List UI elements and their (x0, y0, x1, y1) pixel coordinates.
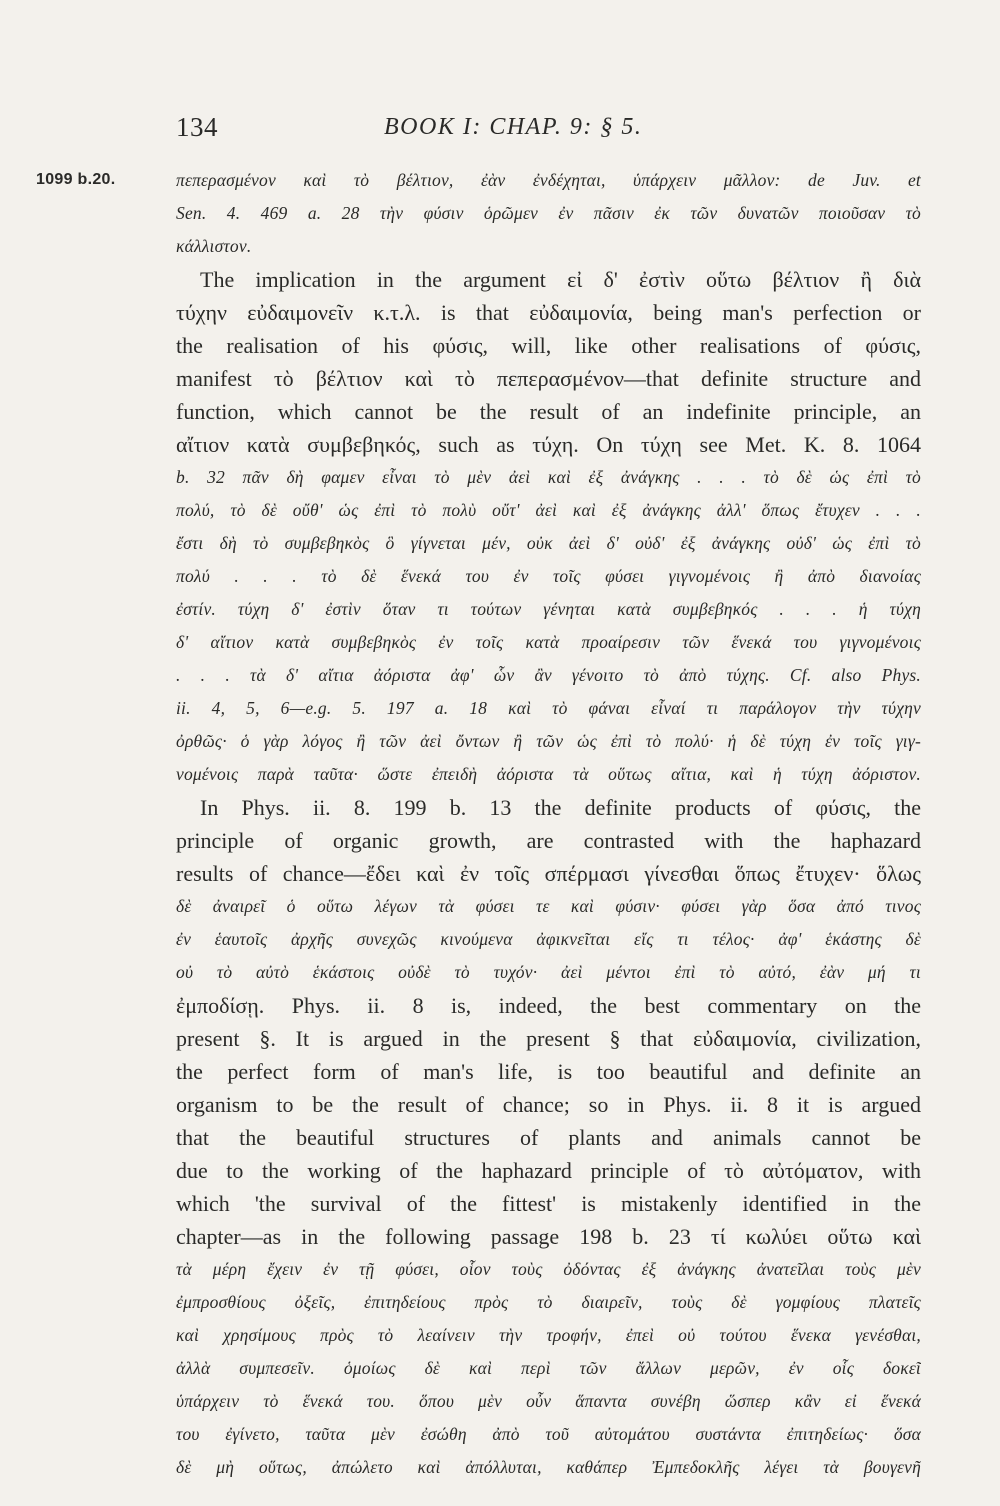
text-line: ὑπάρχειν τὸ ἕνεκά του. ὅπου μὲν οὖν ἅπαντα συνέβη ὥσπερ κἂν εἰ ἕνεκά (176, 1391, 921, 1411)
text-line: πολύ . . . τὸ δὲ ἕνεκά του ἐν τοῖς φύσει γιγνομένοις ἢ ἀπὸ διανοίας (176, 566, 921, 586)
text-line: πεπερασμένον καὶ τὸ βέλτιον, ἐὰν ἐνδέχηται, ὑπάρχειν μᾶλλον: de Juv. et (176, 170, 921, 190)
text-line: chapter—as in the following passage 198 b. 23 τί κωλύει οὕτω καὶ (176, 1224, 921, 1249)
text-line: νομένοις παρὰ ταῦτα· ὥστε ἐπειδὴ ἀόριστα τὰ οὕτως αἴτια, καὶ ἡ τύχη ἀόριστον. (176, 764, 921, 784)
page-number: 134 (176, 112, 218, 142)
text-line: The implication in the argument εἰ δ' ἐστὶν οὕτω βέλτιον ἢ διὰ (200, 267, 921, 292)
text-line: ii. 4, 5, 6—e.g. 5. 197 a. 18 καὶ τὸ φάναι εἶναί τι παράλογον τὴν τύχην (176, 698, 921, 718)
text-line: . . . τὰ δ' αἴτια ἀόριστα ἀφ' ὧν ἂν γένοιτο τὸ ἀπὸ τύχης. Cf. also Phys. (176, 665, 921, 685)
text-line: ἐμποδίσῃ. Phys. ii. 8 is, indeed, the best commentary on the (176, 993, 921, 1018)
text-line: του ἐγίνετο, ταῦτα μὲν ἐσώθη ἀπὸ τοῦ αὐτομάτου συστάντα ἐπιτηδείως· ὅσα (176, 1424, 921, 1444)
text-line: τύχην εὐδαιμονεῖν κ.τ.λ. is that εὐδαιμονία, being man's perfection or (176, 300, 921, 325)
text-line: b. 32 πᾶν δὴ φαμεν εἶναι τὸ μὲν ἀεὶ καὶ ἐξ ἀνάγκης . . . τὸ δὲ ὡς ἐπὶ τὸ (176, 467, 921, 487)
text-line: τὰ μέρη ἔχειν ἐν τῇ φύσει, οἷον τοὺς ὀδόντας ἐξ ἀνάγκης ἀνατεῖλαι τοὺς μὲν (176, 1259, 921, 1279)
page-header (176, 112, 916, 152)
text-line: organism to be the result of chance; so in Phys. ii. 8 it is argued (176, 1092, 921, 1117)
text-line: Sen. 4. 469 a. 28 τὴν φύσιν ὁρῶμεν ἐν πᾶσιν ἐκ τῶν δυνατῶν ποιοῦσαν τὸ (176, 203, 921, 223)
text-line: πολύ, τὸ δὲ οὔθ' ὡς ἐπὶ τὸ πολὺ οὔτ' ἀεὶ καὶ ἐξ ἀνάγκης ἀλλ' ὅπως ἔτυχεν . . . (176, 500, 921, 520)
text-line: ὀρθῶς· ὁ γὰρ λόγος ἢ τῶν ἀεὶ ὄντων ἢ τῶν ὡς ἐπὶ τὸ πολύ· ἡ δὲ τύχη ἐν τοῖς γιγ- (176, 731, 921, 751)
text-line: οὐ τὸ αὐτὸ ἑκάστοις οὐδὲ τὸ τυχόν· ἀεὶ μέντοι ἐπὶ τὸ αὐτό, ἐὰν μή τι (176, 962, 921, 982)
text-line: function, which cannot be the result of an indefinite principle, an (176, 399, 921, 424)
text-line: ἔστι δὴ τὸ συμβεβηκὸς ὃ γίγνεται μέν, οὐκ ἀεὶ δ' οὐδ' ἐξ ἀνάγκης οὐδ' ὡς ἐπὶ τὸ (176, 533, 921, 553)
commentary-text (176, 164, 921, 1484)
text-line: the realisation of his φύσις, will, like other realisations of φύσις, (176, 333, 921, 358)
text-line: ἐμπροσθίους ὀξεῖς, ἐπιτηδείους πρὸς τὸ διαιρεῖν, τοὺς δὲ γομφίους πλατεῖς (176, 1292, 921, 1312)
text-line: ἐστίν. τύχη δ' ἐστὶν ὅταν τι τούτων γένηται κατὰ συμβεβηκός . . . ἡ τύχη (176, 599, 921, 619)
text-line: that the beautiful structures of plants and animals cannot be (176, 1125, 921, 1150)
text-line: results of chance—ἔδει καὶ ἐν τοῖς σπέρμασι γίνεσθαι ὅπως ἔτυχεν· ὅλως (176, 861, 921, 886)
text-line: δὲ ἀναιρεῖ ὁ οὕτω λέγων τὰ φύσει τε καὶ φύσιν· φύσει γὰρ ὅσα ἀπό τινος (176, 896, 921, 916)
text-line: the perfect form of man's life, is too beautiful and definite an (176, 1059, 921, 1084)
text-line: manifest τὸ βέλτιον καὶ τὸ πεπερασμένον—that definite structure and (176, 366, 921, 391)
text-line: present §. It is argued in the present § that εὐδαιμονία, civilization, (176, 1026, 921, 1051)
text-line: In Phys. ii. 8. 199 b. 13 the definite products of φύσις, the (200, 795, 921, 820)
text-line: which 'the survival of the fittest' is mistakenly identified in the (176, 1191, 921, 1216)
text-line: principle of organic growth, are contrasted with the haphazard (176, 828, 921, 853)
text-line: δ' αἴτιον κατὰ συμβεβηκὸς ἐν τοῖς κατὰ προαίρεσιν τῶν ἕνεκά του γιγνομένοις (176, 632, 921, 652)
text-line: ἀλλὰ συμπεσεῖν. ὁμοίως δὲ καὶ περὶ τῶν ἄλλων μερῶν, ἐν οἷς δοκεῖ (176, 1358, 921, 1378)
text-line: κάλλιστον. (176, 236, 252, 256)
running-head: BOOK I: CHAP. 9: § 5. (384, 114, 643, 140)
text-line: αἴτιον κατὰ συμβεβηκός, such as τύχη. On τύχη see Met. K. 8. 1064 (176, 432, 921, 457)
margin-reference: 1099 b.20. (36, 171, 116, 188)
text-line: ἐν ἑαυτοῖς ἀρχῆς συνεχῶς κινούμενα ἀφικνεῖται εἴς τι τέλος· ἀφ' ἑκάστης δὲ (176, 929, 921, 949)
text-line: due to the working of the haphazard principle of τὸ αὐτόματον, with (176, 1158, 921, 1183)
text-line: καὶ χρησίμους πρὸς τὸ λεαίνειν τὴν τροφήν, ἐπεὶ οὐ τούτου ἕνεκα γενέσθαι, (176, 1325, 921, 1345)
text-line: δὲ μὴ οὕτως, ἀπώλετο καὶ ἀπόλλυται, καθάπερ Ἐμπεδοκλῆς λέγει τὰ βουγενῆ (176, 1457, 921, 1477)
